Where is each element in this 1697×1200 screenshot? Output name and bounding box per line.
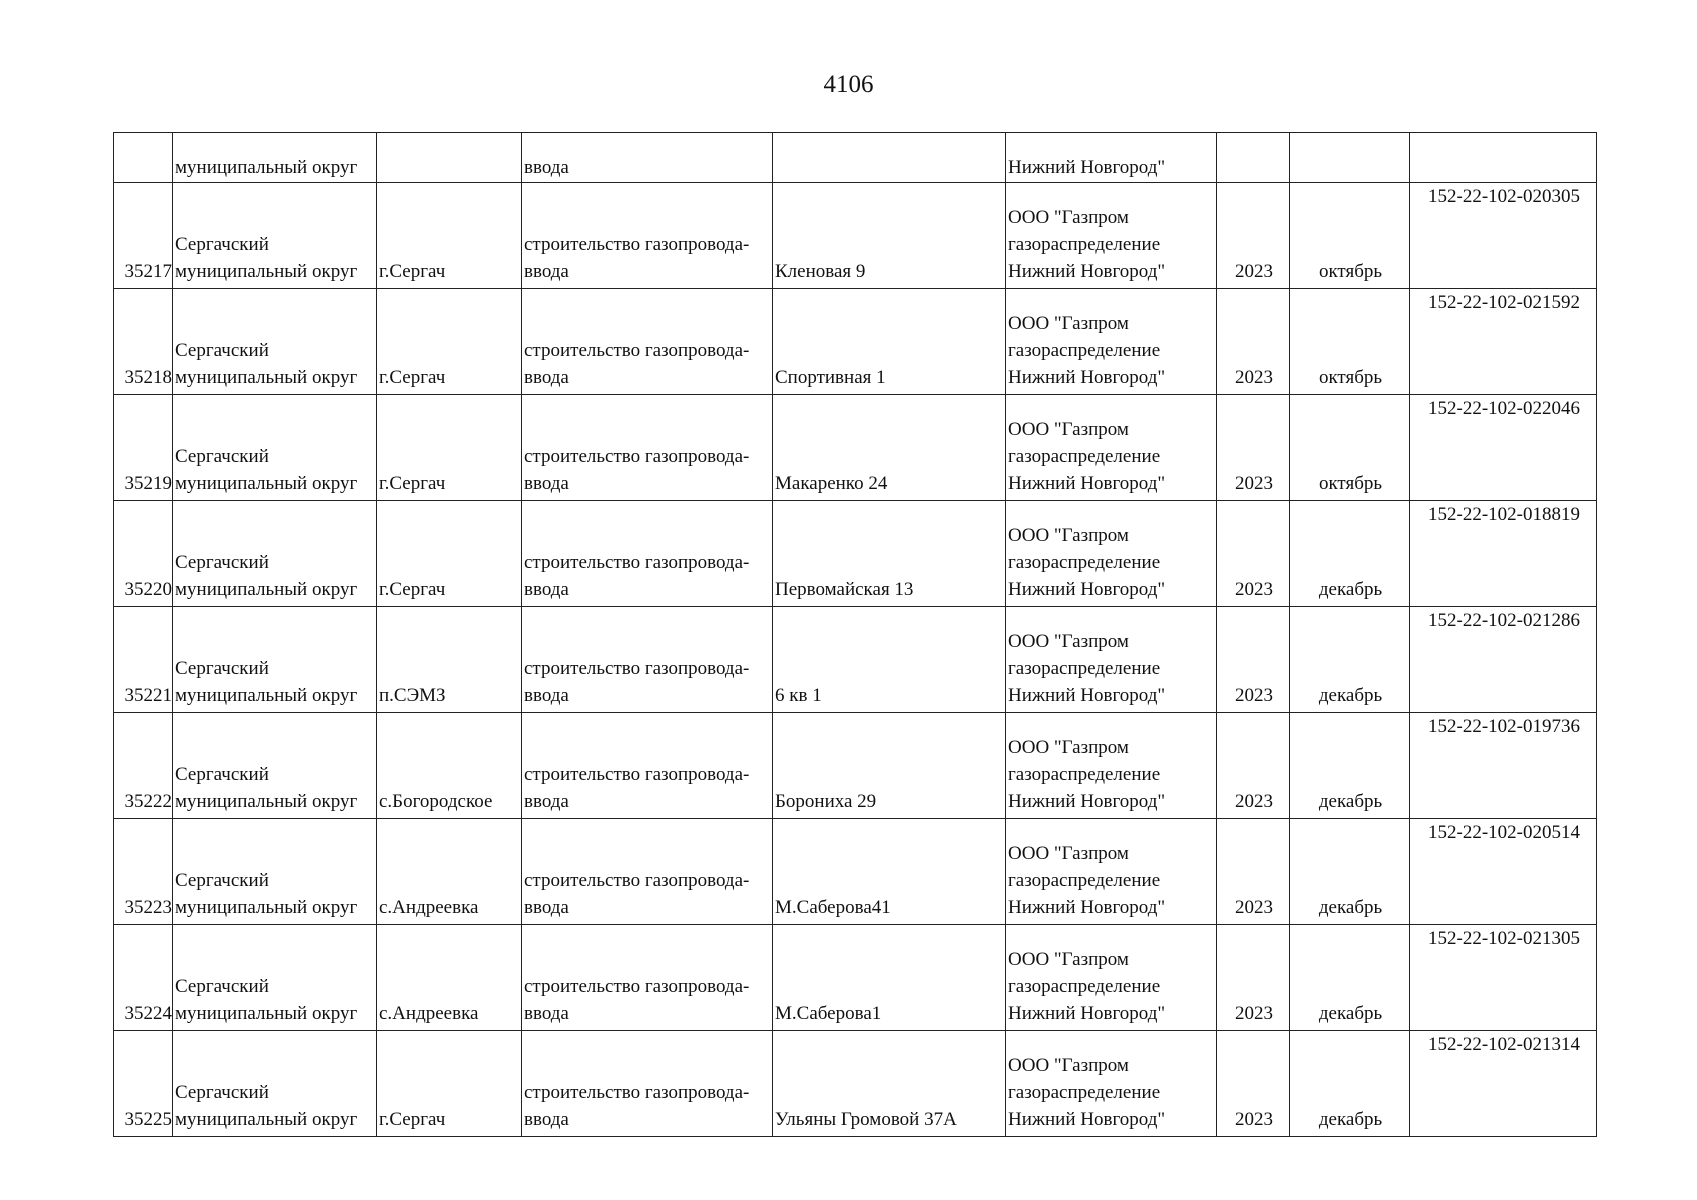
year-value: 2023 xyxy=(1235,1003,1273,1024)
district-type: муниципальный округ xyxy=(175,1003,358,1024)
registry-code: 152-22-102-018819 xyxy=(1428,504,1580,525)
cell-address xyxy=(773,501,1006,607)
organization-line2: газораспределение xyxy=(1008,764,1161,785)
row-number: 35218 xyxy=(124,367,172,388)
month-value: декабрь xyxy=(1318,1109,1383,1130)
registry-code: 152-22-102-022046 xyxy=(1428,398,1580,419)
cell-organization xyxy=(1006,607,1217,713)
work-type-line2: ввода xyxy=(524,685,569,706)
organization-line1: ООО "Газпром xyxy=(1008,843,1129,864)
district-type: муниципальный округ xyxy=(175,897,358,918)
organization-line2: газораспределение xyxy=(1008,446,1161,467)
address-text: Ульяны Громовой 37А xyxy=(775,1109,957,1130)
cell-district xyxy=(173,925,377,1031)
address-text: М.Саберова1 xyxy=(775,1003,882,1024)
cell-work-type xyxy=(522,183,773,289)
cell-month xyxy=(1290,607,1410,713)
district-type: муниципальный округ xyxy=(175,579,358,600)
organization-line1: ООО "Газпром xyxy=(1008,313,1129,334)
district-name: Сергачский xyxy=(175,552,269,573)
cell-month xyxy=(1290,289,1410,395)
cell-organization xyxy=(1006,713,1217,819)
district-type: муниципальный округ xyxy=(175,367,358,388)
cell-number xyxy=(114,925,173,1031)
table-row xyxy=(114,819,1597,925)
cell-number xyxy=(114,713,173,819)
cell-year xyxy=(1217,501,1290,607)
work-type-line2: ввода xyxy=(524,1109,569,1130)
cell-settlement xyxy=(377,395,522,501)
cell-month xyxy=(1290,183,1410,289)
cell-year xyxy=(1217,819,1290,925)
settlement-name: с.Андреевка xyxy=(379,1003,479,1024)
district-type: муниципальный округ xyxy=(175,791,358,812)
district-name: Сергачский xyxy=(175,1082,269,1103)
cell-settlement xyxy=(377,925,522,1031)
organization-line1: ООО "Газпром xyxy=(1008,949,1129,970)
address-text: Борониха 29 xyxy=(775,791,877,812)
cell-address xyxy=(773,1031,1006,1137)
month-value: декабрь xyxy=(1318,1003,1383,1024)
cell-month xyxy=(1290,395,1410,501)
work-type-line2: ввода xyxy=(524,1003,569,1024)
cell-year xyxy=(1217,713,1290,819)
settlement-name: г.Сергач xyxy=(379,579,446,600)
row-number: 35220 xyxy=(124,579,172,600)
address-text: Макаренко 24 xyxy=(775,473,888,494)
cell-settlement xyxy=(377,183,522,289)
table-row xyxy=(114,501,1597,607)
cell-settlement xyxy=(377,607,522,713)
cell-year xyxy=(1217,925,1290,1031)
cell-organization xyxy=(1006,819,1217,925)
work-type-line1: строительство газопровода- xyxy=(524,340,750,361)
address-text: М.Саберова41 xyxy=(775,897,891,918)
month-value: октябрь xyxy=(1318,473,1383,494)
registry-code: 152-22-102-021305 xyxy=(1428,928,1580,949)
year-value: 2023 xyxy=(1235,1109,1273,1130)
cell-work-type xyxy=(522,395,773,501)
work-type-line2: ввода xyxy=(524,897,569,918)
cell-organization: Нижний Новгород" xyxy=(1006,133,1217,183)
organization-line2: газораспределение xyxy=(1008,976,1161,997)
cell-number xyxy=(114,133,173,183)
gas-pipeline-registry-table xyxy=(113,132,1597,1137)
district-type: муниципальный округ xyxy=(175,473,358,494)
registry-code: 152-22-102-020305 xyxy=(1428,186,1580,207)
registry-code: 152-22-102-020514 xyxy=(1428,822,1580,843)
cell-code xyxy=(1410,501,1597,607)
cell-district xyxy=(173,1031,377,1137)
work-type-line2: ввода xyxy=(524,473,569,494)
cell-address xyxy=(773,607,1006,713)
organization-line2: газораспределение xyxy=(1008,1082,1161,1103)
work-type-line1: строительство газопровода- xyxy=(524,1082,750,1103)
district-type: муниципальный округ xyxy=(175,261,358,282)
registry-code: 152-22-102-019736 xyxy=(1428,716,1580,737)
table-row xyxy=(114,183,1597,289)
work-type-line2: ввода xyxy=(524,579,569,600)
cell-settlement xyxy=(377,1031,522,1137)
organization-line3: Нижний Новгород" xyxy=(1008,897,1166,918)
cell-month xyxy=(1290,133,1410,183)
organization-line2: газораспределение xyxy=(1008,340,1161,361)
cell-number xyxy=(114,395,173,501)
row-number: 35223 xyxy=(124,897,172,918)
cell-month xyxy=(1290,1031,1410,1137)
organization-line2: газораспределение xyxy=(1008,658,1161,679)
settlement-name: г.Сергач xyxy=(379,261,446,282)
cell-address xyxy=(773,289,1006,395)
cell-code xyxy=(1410,925,1597,1031)
cell-organization xyxy=(1006,289,1217,395)
settlement-name: г.Сергач xyxy=(379,1109,446,1130)
cell-work-type xyxy=(522,713,773,819)
cell-year xyxy=(1217,133,1290,183)
table-row xyxy=(114,607,1597,713)
work-type-line2: ввода xyxy=(524,261,569,282)
organization-line3: Нижний Новгород" xyxy=(1008,579,1166,600)
work-type-line1: строительство газопровода- xyxy=(524,658,750,679)
organization-line2: газораспределение xyxy=(1008,234,1161,255)
settlement-name: п.СЭМЗ xyxy=(379,685,446,706)
district-name: Сергачский xyxy=(175,340,269,361)
work-type-line1: строительство газопровода- xyxy=(524,764,750,785)
row-number: 35222 xyxy=(124,791,172,812)
cell-work-type xyxy=(522,1031,773,1137)
organization-line3: Нижний Новгород" xyxy=(1008,1109,1166,1130)
organization-line3: Нижний Новгород" xyxy=(1008,261,1166,282)
cell-work-type xyxy=(522,819,773,925)
cell-code xyxy=(1410,819,1597,925)
cell-work-type xyxy=(522,289,773,395)
work-type-line1: строительство газопровода- xyxy=(524,234,750,255)
work-type-line1: строительство газопровода- xyxy=(524,870,750,891)
cell-year xyxy=(1217,607,1290,713)
address-text: Спортивная 1 xyxy=(775,367,886,388)
settlement-name: с.Андреевка xyxy=(379,897,479,918)
cell-code xyxy=(1410,133,1597,183)
table-row xyxy=(114,925,1597,1031)
cell-address xyxy=(773,819,1006,925)
district-name: Сергачский xyxy=(175,870,269,891)
organization-line3: Нижний Новгород" xyxy=(1008,367,1166,388)
organization-line1: ООО "Газпром xyxy=(1008,631,1129,652)
work-type-line2: ввода xyxy=(524,367,569,388)
table-row-continuation xyxy=(114,133,1597,183)
cell-code xyxy=(1410,713,1597,819)
cell-month xyxy=(1290,925,1410,1031)
address-text: 6 кв 1 xyxy=(775,685,822,706)
cell-district xyxy=(173,713,377,819)
district-name: Сергачский xyxy=(175,234,269,255)
organization-line1: ООО "Газпром xyxy=(1008,207,1129,228)
organization-line1: ООО "Газпром xyxy=(1008,737,1129,758)
cell-district xyxy=(173,819,377,925)
table-row xyxy=(114,395,1597,501)
cell-settlement xyxy=(377,501,522,607)
organization-line2: газораспределение xyxy=(1008,870,1161,891)
cell-address xyxy=(773,713,1006,819)
month-value: октябрь xyxy=(1318,261,1383,282)
table-row xyxy=(114,713,1597,819)
address-text: Первомайская 13 xyxy=(775,579,914,600)
registry-code: 152-22-102-021314 xyxy=(1428,1034,1580,1055)
cell-settlement xyxy=(377,819,522,925)
year-value: 2023 xyxy=(1235,685,1273,706)
cell-district xyxy=(173,395,377,501)
cell-district xyxy=(173,289,377,395)
registry-code: 152-22-102-021286 xyxy=(1428,610,1580,631)
cell-number xyxy=(114,183,173,289)
cell-organization xyxy=(1006,925,1217,1031)
organization-line1: ООО "Газпром xyxy=(1008,419,1129,440)
year-value: 2023 xyxy=(1235,579,1273,600)
cell-district xyxy=(173,183,377,289)
year-value: 2023 xyxy=(1235,261,1273,282)
work-type-line1: строительство газопровода- xyxy=(524,552,750,573)
year-value: 2023 xyxy=(1235,897,1273,918)
cell-year xyxy=(1217,289,1290,395)
cell-district xyxy=(173,501,377,607)
month-value: декабрь xyxy=(1318,685,1383,706)
cell-year xyxy=(1217,1031,1290,1137)
work-type-line1: строительство газопровода- xyxy=(524,976,750,997)
cell-work-type: ввода xyxy=(522,133,773,183)
cell-code xyxy=(1410,289,1597,395)
row-number: 35221 xyxy=(124,685,172,706)
district-type: муниципальный округ xyxy=(175,685,358,706)
cell-year xyxy=(1217,395,1290,501)
cell-work-type xyxy=(522,925,773,1031)
organization-line3: Нижний Новгород" xyxy=(1008,1003,1166,1024)
month-value: октябрь xyxy=(1318,367,1383,388)
row-number: 35219 xyxy=(124,473,172,494)
cell-number xyxy=(114,501,173,607)
cell-organization xyxy=(1006,501,1217,607)
cell-code xyxy=(1410,183,1597,289)
cell-work-type xyxy=(522,501,773,607)
cell-address xyxy=(773,183,1006,289)
settlement-name: с.Богородское xyxy=(379,791,493,812)
cell-organization xyxy=(1006,1031,1217,1137)
cell-district xyxy=(173,607,377,713)
month-value: декабрь xyxy=(1318,897,1383,918)
cell-address xyxy=(773,133,1006,183)
row-number: 35217 xyxy=(124,261,172,282)
cell-code xyxy=(1410,607,1597,713)
cell-address xyxy=(773,925,1006,1031)
year-value: 2023 xyxy=(1235,367,1273,388)
year-value: 2023 xyxy=(1235,473,1273,494)
organization-line3: Нижний Новгород" xyxy=(1008,685,1166,706)
cell-settlement xyxy=(377,133,522,183)
cell-number xyxy=(114,1031,173,1137)
settlement-name: г.Сергач xyxy=(379,473,446,494)
organization-line1: ООО "Газпром xyxy=(1008,525,1129,546)
cell-number xyxy=(114,289,173,395)
cell-number xyxy=(114,819,173,925)
table-row xyxy=(114,289,1597,395)
row-number: 35224 xyxy=(124,1003,172,1024)
month-value: декабрь xyxy=(1318,791,1383,812)
cell-year xyxy=(1217,183,1290,289)
district-name: Сергачский xyxy=(175,764,269,785)
settlement-name: г.Сергач xyxy=(379,367,446,388)
year-value: 2023 xyxy=(1235,791,1273,812)
row-number: 35225 xyxy=(124,1109,172,1130)
registry-code: 152-22-102-021592 xyxy=(1428,292,1580,313)
cell-code xyxy=(1410,1031,1597,1137)
organization-line3: Нижний Новгород" xyxy=(1008,791,1166,812)
organization-line1: ООО "Газпром xyxy=(1008,1055,1129,1076)
cell-settlement xyxy=(377,289,522,395)
work-type-line2: ввода xyxy=(524,791,569,812)
work-type-line1: строительство газопровода- xyxy=(524,446,750,467)
district-name: Сергачский xyxy=(175,976,269,997)
district-type: муниципальный округ xyxy=(175,1109,358,1130)
cell-month xyxy=(1290,819,1410,925)
page-number: 4106 xyxy=(823,71,874,98)
cell-district: муниципальный округ xyxy=(173,133,377,183)
organization-line3: Нижний Новгород" xyxy=(1008,473,1166,494)
cell-settlement xyxy=(377,713,522,819)
cell-month xyxy=(1290,501,1410,607)
district-name: Сергачский xyxy=(175,446,269,467)
cell-month xyxy=(1290,713,1410,819)
address-text: Кленовая 9 xyxy=(775,261,866,282)
organization-line2: газораспределение xyxy=(1008,552,1161,573)
cell-work-type xyxy=(522,607,773,713)
district-name: Сергачский xyxy=(175,658,269,679)
month-value: декабрь xyxy=(1318,579,1383,600)
cell-number xyxy=(114,607,173,713)
cell-code xyxy=(1410,395,1597,501)
cell-organization xyxy=(1006,395,1217,501)
cell-address xyxy=(773,395,1006,501)
cell-organization xyxy=(1006,183,1217,289)
table-row xyxy=(114,1031,1597,1137)
